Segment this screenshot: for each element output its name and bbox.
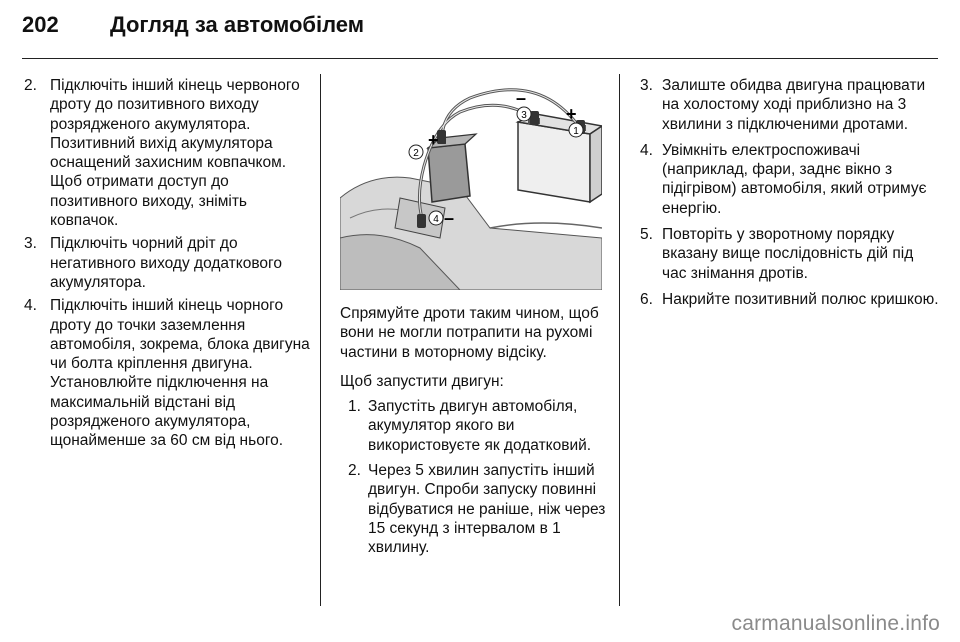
right-column bbox=[640, 76, 940, 316]
step-number: 3. bbox=[24, 235, 37, 253]
routing-note: Спрямуйте дроти таким чином, щоб вони не могли потрапити на рухомі частини в моторному відсіку. bbox=[340, 305, 599, 361]
plus-marker-charged: + bbox=[566, 104, 577, 124]
step-text: Запустіть двигун автомобіля, акумулятор якого ви використовуєте як додатковий. bbox=[368, 398, 592, 454]
start-engine-steps bbox=[340, 397, 608, 557]
step-text: Увімкніть електроспоживачі (наприклад, фари, заднє вікно з підігрівом) автомобіля, який отримує енергію. bbox=[662, 141, 927, 217]
plus-marker-discharged: + bbox=[428, 130, 439, 150]
list-item bbox=[640, 225, 940, 283]
step-text: Накрийте позитивний полюс кришкою. bbox=[662, 290, 939, 308]
step-text: Підключіть інший кінець чорного дроту до точки заземлення автомобіля, зокрема, блока двигуна чи болта кріплення двигуна. Установлюйте підключення на максимальній відстані від розрядженого акумулятора, щонайменше за 60 см від нього. bbox=[50, 297, 310, 450]
chapter-title: Догляд за автомобілем bbox=[110, 12, 365, 37]
step-number: 2. bbox=[348, 462, 361, 480]
step-text: Підключіть чорний дріт до негативного виходу додаткового акумулятора. bbox=[50, 235, 282, 291]
watermark: carmanualsonline.info bbox=[731, 612, 940, 635]
minus-marker-ground: – bbox=[444, 208, 455, 228]
list-item bbox=[22, 296, 312, 450]
list-item bbox=[348, 397, 608, 455]
page-number: 202 bbox=[22, 12, 59, 37]
list-item bbox=[348, 461, 608, 557]
step-list-left bbox=[22, 76, 312, 451]
jump-start-illustration bbox=[340, 78, 602, 290]
step-text: Через 5 хвилин запустіть інший двигун. Спроби запуску повинні відбуватися не раніше, ніж через 15 секунд з інтервалом в 1 хвилину. bbox=[368, 462, 606, 557]
step-list-right bbox=[640, 76, 940, 309]
step-number: 4. bbox=[640, 141, 653, 159]
svg-text:2: 2 bbox=[413, 148, 419, 159]
svg-text:4: 4 bbox=[433, 214, 439, 225]
list-item bbox=[22, 76, 312, 230]
header-rule bbox=[22, 58, 938, 59]
minus-marker-charged: – bbox=[516, 88, 527, 108]
list-item bbox=[640, 141, 940, 218]
page-header bbox=[22, 12, 364, 52]
svg-text:3: 3 bbox=[521, 110, 527, 121]
start-engine-intro: Щоб запустити двигун: bbox=[340, 372, 504, 390]
list-item bbox=[640, 290, 940, 309]
callout-3 bbox=[517, 107, 531, 121]
step-text: Повторіть у зворотному порядку вказану вище послідовність дій під час знімання дротів. bbox=[662, 226, 914, 282]
step-number: 5. bbox=[640, 226, 653, 244]
column-divider-right bbox=[619, 74, 620, 606]
step-number: 4. bbox=[24, 297, 37, 315]
left-column bbox=[22, 76, 312, 455]
step-number: 6. bbox=[640, 290, 653, 308]
callout-4 bbox=[429, 211, 443, 225]
callout-2 bbox=[409, 145, 423, 159]
step-number: 3. bbox=[640, 77, 653, 94]
svg-text:1: 1 bbox=[573, 126, 579, 137]
middle-column bbox=[340, 304, 608, 564]
list-item bbox=[22, 234, 312, 292]
list-item bbox=[640, 76, 940, 134]
column-divider-left bbox=[320, 74, 321, 606]
callout-1 bbox=[569, 123, 583, 137]
step-number: 1. bbox=[348, 398, 361, 416]
step-text: Підключіть інший кінець червоного дроту до позитивного виходу розрядженого акумулятора. Позитивний вихід акумулятора оснащений захисним ковпачком. Щоб отримати доступ до позитивного виходу, зніміть ковпачок. bbox=[50, 77, 300, 230]
step-text: Залиште обидва двигуна працювати на холостому ході приблизно на 3 хвилини з підключеними дротами. bbox=[662, 77, 926, 133]
step-number: 2. bbox=[24, 77, 37, 94]
